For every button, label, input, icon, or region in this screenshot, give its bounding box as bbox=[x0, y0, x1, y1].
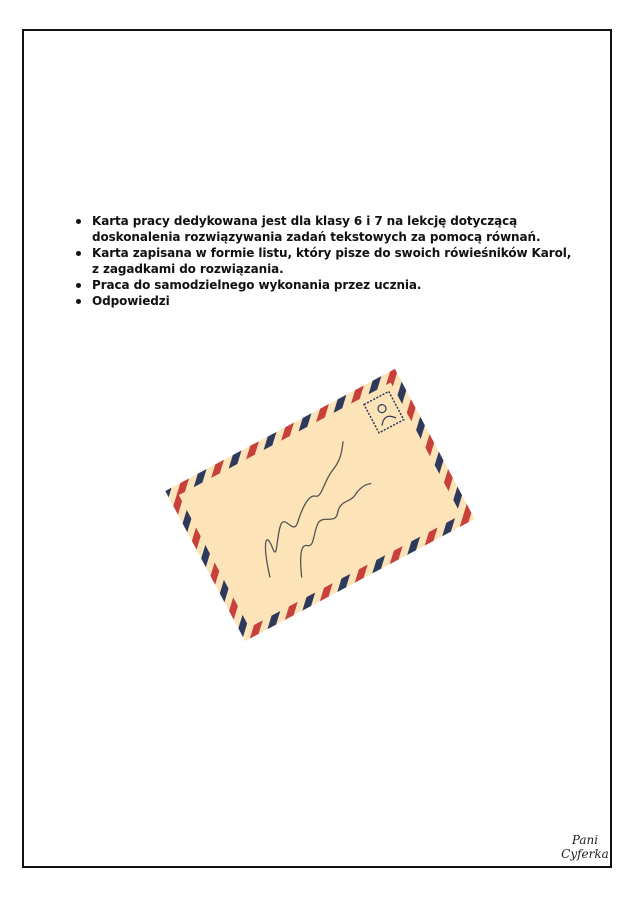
bullet-text: Karta zapisana w formie listu, który pisze do swoich rówieśników Karol, z zagadkami do rozwiązania. bbox=[92, 246, 572, 276]
bullet-dot bbox=[76, 283, 81, 288]
bullet-item-answers bbox=[72, 293, 572, 309]
airmail-envelope-icon bbox=[160, 360, 480, 650]
info-bullet-list bbox=[72, 213, 572, 309]
bullet-text: Odpowiedzi bbox=[92, 294, 170, 308]
bullet-dot bbox=[76, 219, 81, 224]
signature-line-2: Cyferka bbox=[561, 847, 609, 861]
signature-logo bbox=[560, 833, 610, 869]
bullet-text: Praca do samodzielnego wykonania przez ucznia. bbox=[92, 278, 422, 292]
bullet-dot bbox=[76, 251, 81, 256]
bullet-item-letter bbox=[72, 245, 572, 277]
signature-line-1: Pani bbox=[571, 833, 599, 847]
bullet-item-grade bbox=[72, 213, 572, 245]
bullet-text: Karta pracy dedykowana jest dla klasy 6 i 7 na lekcję dotyczącą doskonalenia rozwiązywania zadań tekstowych za pomocą równań. bbox=[92, 214, 541, 244]
bullet-dot bbox=[76, 299, 81, 304]
bullet-item-self-work bbox=[72, 277, 572, 293]
